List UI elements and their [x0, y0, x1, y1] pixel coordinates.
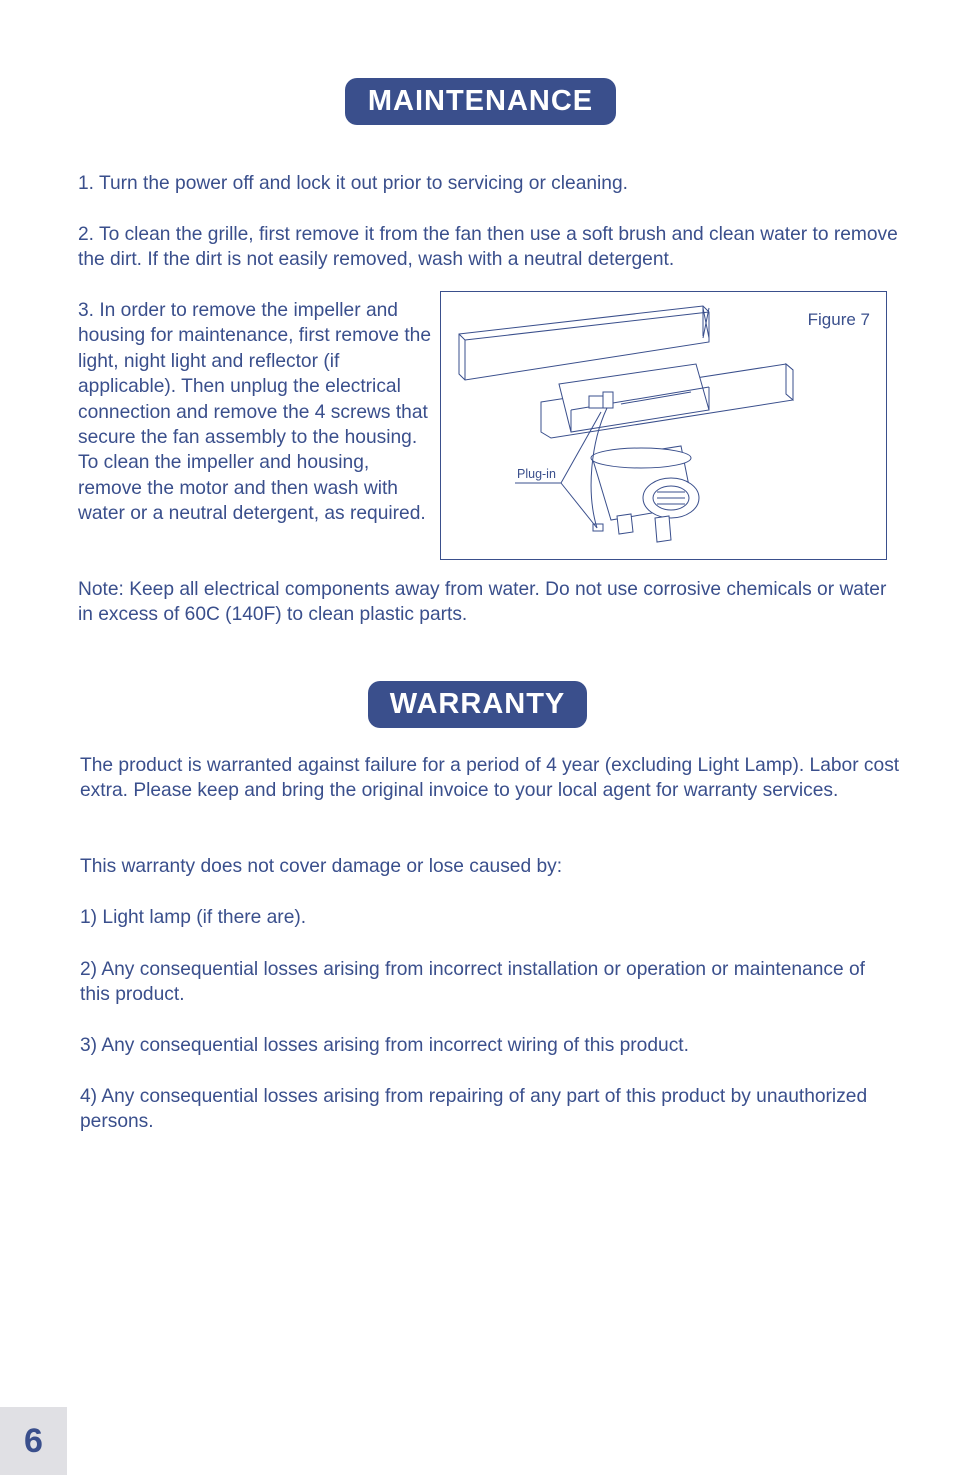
warranty-exclusions-heading: This warranty does not cover damage or lose caused by:: [80, 856, 563, 877]
maintenance-heading: MAINTENANCE: [345, 78, 616, 125]
warranty-item-1: 1) Light lamp (if there are).: [80, 907, 307, 928]
maintenance-step-3: 3. In order to remove the impeller and housing for maintenance, first remove the light, night light and reflector (if applicable). Then unplug the electrical connection and remove the 4 screws that secure the fan assembly to the housing. To clean the impeller and housing, remove the motor and then wash with water or a neutral detergent, as required.: [78, 300, 432, 525]
warranty-heading: WARRANTY: [368, 681, 587, 728]
maintenance-step-2: 2. To clean the grille, first remove it from the fan then use a soft brush and clean water to remove the dirt. If the dirt is not easily removed, wash with a neutral detergent.: [78, 224, 898, 271]
page-number: 6: [0, 1407, 67, 1475]
fan-assembly-illustration: [441, 292, 888, 561]
warranty-item-2: 2) Any consequential losses arising from incorrect installation or operation or maintenance of this product.: [80, 959, 865, 1006]
maintenance-step-1: 1. Turn the power off and lock it out prior to servicing or cleaning.: [78, 173, 628, 194]
maintenance-note: Note: Keep all electrical components away from water. Do not use corrosive chemicals or water in excess of 60C (140F) to clean plastic parts.: [78, 579, 887, 626]
plug-in-callout: Plug-in: [517, 467, 556, 481]
warranty-item-3: 3) Any consequential losses arising from incorrect wiring of this product.: [80, 1035, 689, 1056]
warranty-item-4: 4) Any consequential losses arising from repairing of any part of this product by unauthorized persons.: [80, 1086, 868, 1133]
figure-label: Figure 7: [807, 310, 870, 329]
figure-7-diagram: [440, 291, 887, 560]
warranty-intro: The product is warranted against failure for a period of 4 year (excluding Light Lamp). Labor cost extra. Please keep and bring the original invoice to your local agent for warranty services.: [80, 755, 900, 802]
